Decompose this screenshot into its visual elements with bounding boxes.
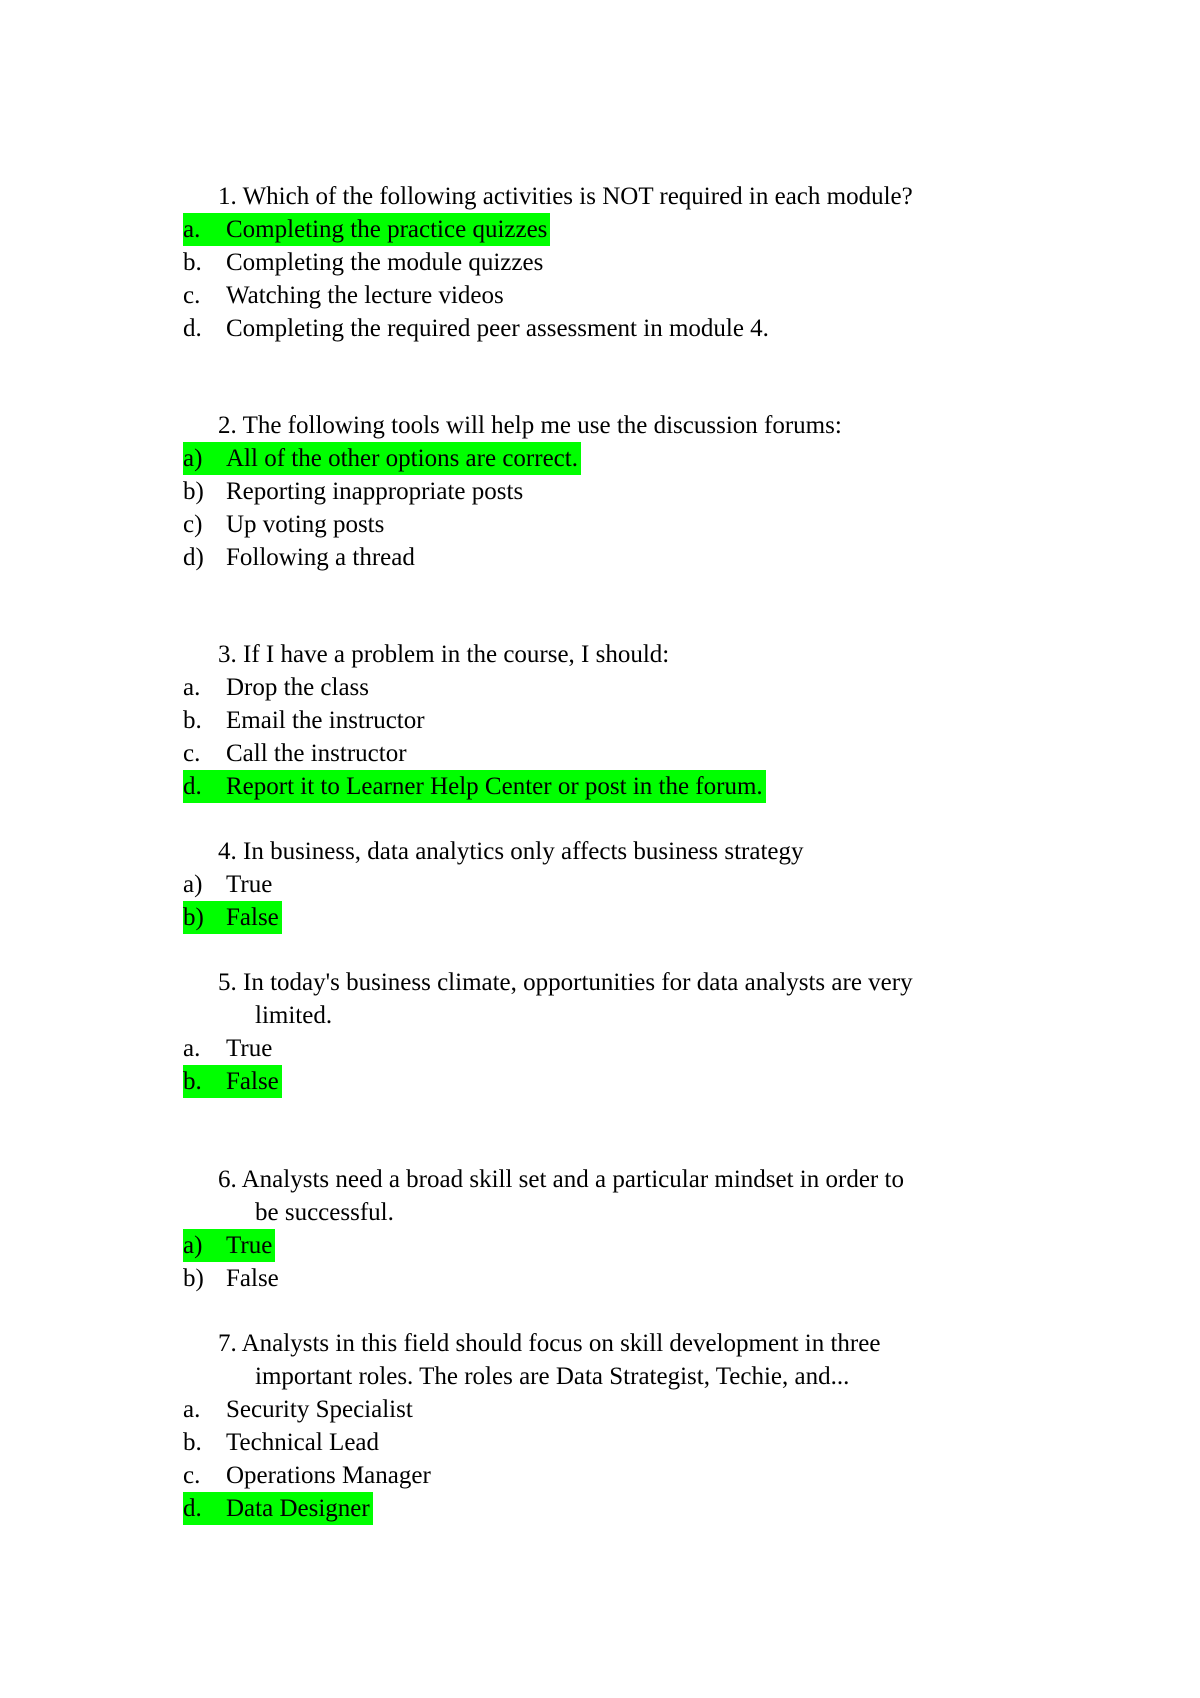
option-text: Up voting posts — [226, 511, 385, 538]
option-label: b) — [183, 478, 204, 505]
question-text — [218, 180, 913, 213]
option-text: Drop the class — [226, 674, 370, 701]
answer-option[interactable] — [183, 508, 387, 541]
answer-option[interactable] — [183, 868, 275, 901]
option-label: d. — [183, 315, 202, 342]
question-text — [218, 1327, 880, 1360]
option-label: b. — [183, 707, 202, 734]
answer-option-correct[interactable] — [183, 1492, 373, 1525]
question-text — [218, 835, 804, 868]
question-text — [218, 1163, 904, 1196]
option-text: Completing the practice quizzes — [226, 216, 548, 243]
question-text — [218, 966, 913, 999]
answer-option[interactable] — [183, 1459, 434, 1492]
option-text: Call the instructor — [226, 740, 407, 767]
option-label: a. — [183, 674, 201, 701]
option-label: a. — [183, 1396, 201, 1423]
option-text: True — [226, 1232, 273, 1259]
answer-option[interactable] — [183, 1426, 382, 1459]
question-number: 1. — [218, 183, 237, 210]
answer-option[interactable] — [183, 1262, 282, 1295]
option-text: Data Designer — [226, 1495, 370, 1522]
answer-option-correct[interactable] — [183, 770, 766, 803]
option-label: d. — [183, 773, 202, 800]
answer-option[interactable] — [183, 541, 418, 574]
answer-option-correct[interactable] — [183, 213, 550, 246]
option-label: b. — [183, 1429, 202, 1456]
answer-option[interactable] — [183, 737, 410, 770]
question-line: important roles. The roles are Data Strategist, Techie, and... — [255, 1363, 850, 1390]
answer-option[interactable] — [183, 671, 372, 704]
option-label: b) — [183, 1265, 204, 1292]
option-text: Following a thread — [226, 544, 415, 571]
option-label: c) — [183, 511, 203, 538]
option-label: a. — [183, 1035, 201, 1062]
answer-option[interactable] — [183, 246, 546, 279]
option-label: a. — [183, 216, 201, 243]
answer-option[interactable] — [183, 312, 772, 345]
option-text: False — [226, 904, 279, 931]
option-text: Operations Manager — [226, 1462, 431, 1489]
option-text: Technical Lead — [226, 1429, 380, 1456]
question-number: 4. — [218, 838, 237, 865]
question-line: Analysts need a broad skill set and a particular mindset in order to — [241, 1166, 904, 1193]
option-label: c. — [183, 282, 201, 309]
option-text: Watching the lecture videos — [226, 282, 504, 309]
option-text: Reporting inappropriate posts — [226, 478, 524, 505]
question-line: Which of the following activities is NOT required in each module? — [242, 183, 913, 210]
option-text: Report it to Learner Help Center or post in the forum. — [226, 773, 763, 800]
option-label: b. — [183, 1068, 202, 1095]
question-line: limited. — [255, 1002, 333, 1029]
question-line: If I have a problem in the course, I should: — [243, 641, 670, 668]
question-line: In business, data analytics only affects business strategy — [243, 838, 804, 865]
option-label: b. — [183, 249, 202, 276]
answer-option[interactable] — [183, 1032, 275, 1065]
answer-option[interactable] — [183, 279, 507, 312]
question-number: 2. — [218, 412, 237, 439]
question-line: Analysts in this field should focus on skill development in three — [241, 1330, 881, 1357]
option-label: b) — [183, 904, 204, 931]
option-label: a) — [183, 871, 203, 898]
option-text: Completing the module quizzes — [226, 249, 544, 276]
answer-option-correct[interactable] — [183, 1229, 275, 1262]
option-text: All of the other options are correct. — [226, 445, 578, 472]
option-text: False — [226, 1068, 279, 1095]
question-line: In today's business climate, opportunities for data analysts are very — [243, 969, 913, 996]
answer-option-correct[interactable] — [183, 1065, 282, 1098]
option-text: Completing the required peer assessment in module 4. — [226, 315, 769, 342]
question-number: 7. — [218, 1330, 237, 1357]
answer-option[interactable] — [183, 475, 526, 508]
option-text: Security Specialist — [226, 1396, 413, 1423]
option-label: c. — [183, 1462, 201, 1489]
question-line: The following tools will help me use the discussion forums: — [242, 412, 842, 439]
option-text: Email the instructor — [226, 707, 425, 734]
answer-option[interactable] — [183, 1393, 416, 1426]
answer-option-correct[interactable] — [183, 901, 282, 934]
option-text: False — [226, 1265, 279, 1292]
option-text: True — [226, 871, 273, 898]
question-text — [218, 638, 669, 671]
option-label: d) — [183, 544, 204, 571]
question-number: 3. — [218, 641, 237, 668]
question-number: 6. — [218, 1166, 237, 1193]
option-label: c. — [183, 740, 201, 767]
question-text — [218, 409, 842, 442]
option-text: True — [226, 1035, 273, 1062]
answer-option[interactable] — [183, 704, 428, 737]
answer-option-correct[interactable] — [183, 442, 581, 475]
option-label: a) — [183, 1232, 203, 1259]
question-number: 5. — [218, 969, 237, 996]
option-label: d. — [183, 1495, 202, 1522]
option-label: a) — [183, 445, 203, 472]
question-line: be successful. — [255, 1199, 394, 1226]
